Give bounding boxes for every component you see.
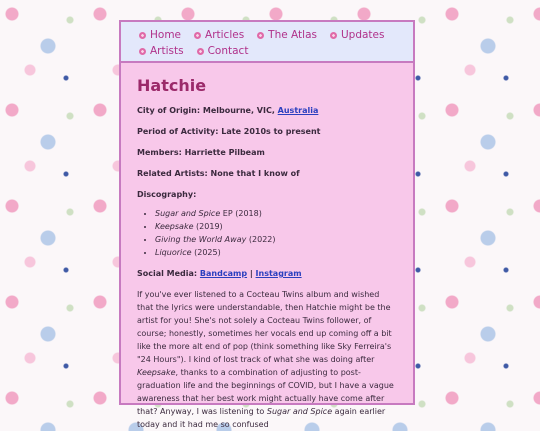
related-value: None that I know of — [210, 169, 300, 178]
nav-label: Artists — [150, 45, 184, 57]
flower-icon — [194, 32, 201, 39]
list-item — [155, 207, 397, 220]
flower-icon — [197, 48, 204, 55]
album-title: Keepsake — [155, 222, 194, 231]
album-year: (2022) — [246, 235, 276, 244]
origin-row — [137, 104, 397, 117]
instagram-link[interactable]: Instagram — [255, 269, 302, 278]
origin-value: Melbourne, VIC, — [202, 106, 275, 115]
album-year: (2025) — [191, 248, 221, 257]
paragraph-text: again earlier today and it had me so confused — [137, 407, 386, 429]
nav-bar — [121, 22, 413, 63]
nav-label: Home — [150, 29, 182, 41]
flower-icon — [139, 32, 146, 39]
separator: | — [247, 269, 256, 278]
page-title: Hatchie — [137, 76, 207, 95]
nav-label: Contact — [207, 45, 249, 57]
origin-link[interactable]: Australia — [277, 106, 319, 115]
members-value: Harriette Pilbeam — [184, 148, 265, 157]
related-row — [137, 167, 397, 180]
album-year: (2019) — [193, 222, 223, 231]
article — [121, 76, 413, 431]
members-row — [137, 146, 397, 159]
origin-label: City of Origin: — [137, 106, 201, 115]
nav-label: Updates — [340, 29, 385, 41]
flower-icon — [330, 32, 337, 39]
discography-label: Discography: — [137, 190, 197, 199]
nav-artists[interactable] — [139, 45, 184, 58]
members-label: Members: — [137, 148, 182, 157]
list-item — [155, 220, 397, 233]
album-reference: Keepsake — [137, 368, 176, 377]
bandcamp-link[interactable]: Bandcamp — [199, 269, 248, 278]
album-reference: Sugar and Spice — [266, 407, 333, 416]
period-value: Late 2010s to present — [221, 127, 321, 136]
period-label: Period of Activity: — [137, 127, 219, 136]
social-label: Social Media: — [137, 269, 198, 278]
paragraph-text: If you've ever listened to a Cocteau Twins album and wished that the lyrics were understandable, then Hatchie might be the artist for you! She's not solely a Cocteau Twins follower, of course; honestly, sometimes her vocals end up coming off a bit like the more alt end of pop (think something like Sky Ferreira's "24 Hours"). I kind of lost track of what she was doing after — [137, 290, 392, 364]
period-row — [137, 125, 397, 138]
flower-icon — [257, 32, 264, 39]
discography-list — [137, 207, 397, 259]
nav-label: Articles — [205, 29, 245, 41]
album-year: EP (2018) — [220, 209, 262, 218]
nav-contact[interactable] — [197, 45, 249, 58]
nav-updates[interactable] — [330, 29, 385, 42]
nav-label: The Atlas — [268, 29, 317, 41]
nav-the-atlas[interactable] — [257, 29, 317, 42]
list-item — [155, 233, 397, 246]
flower-icon — [139, 48, 146, 55]
album-title: Giving the World Away — [155, 235, 247, 244]
main-panel — [119, 20, 415, 429]
nav-home[interactable] — [139, 29, 181, 42]
related-label: Related Artists: — [137, 169, 208, 178]
nav-articles[interactable] — [194, 29, 244, 42]
album-title: Sugar and Spice — [155, 209, 221, 218]
album-title: Liquorice — [155, 248, 192, 257]
list-item — [155, 246, 397, 259]
paragraph-text: , thanks to a combination of adjusting to post-graduation life and the beginnings of COVID, but I have a vague awareness that her best work might actually have come after that? Anyway, I was listening to — [137, 368, 394, 416]
social-row — [137, 267, 397, 280]
body-paragraph — [137, 288, 397, 431]
